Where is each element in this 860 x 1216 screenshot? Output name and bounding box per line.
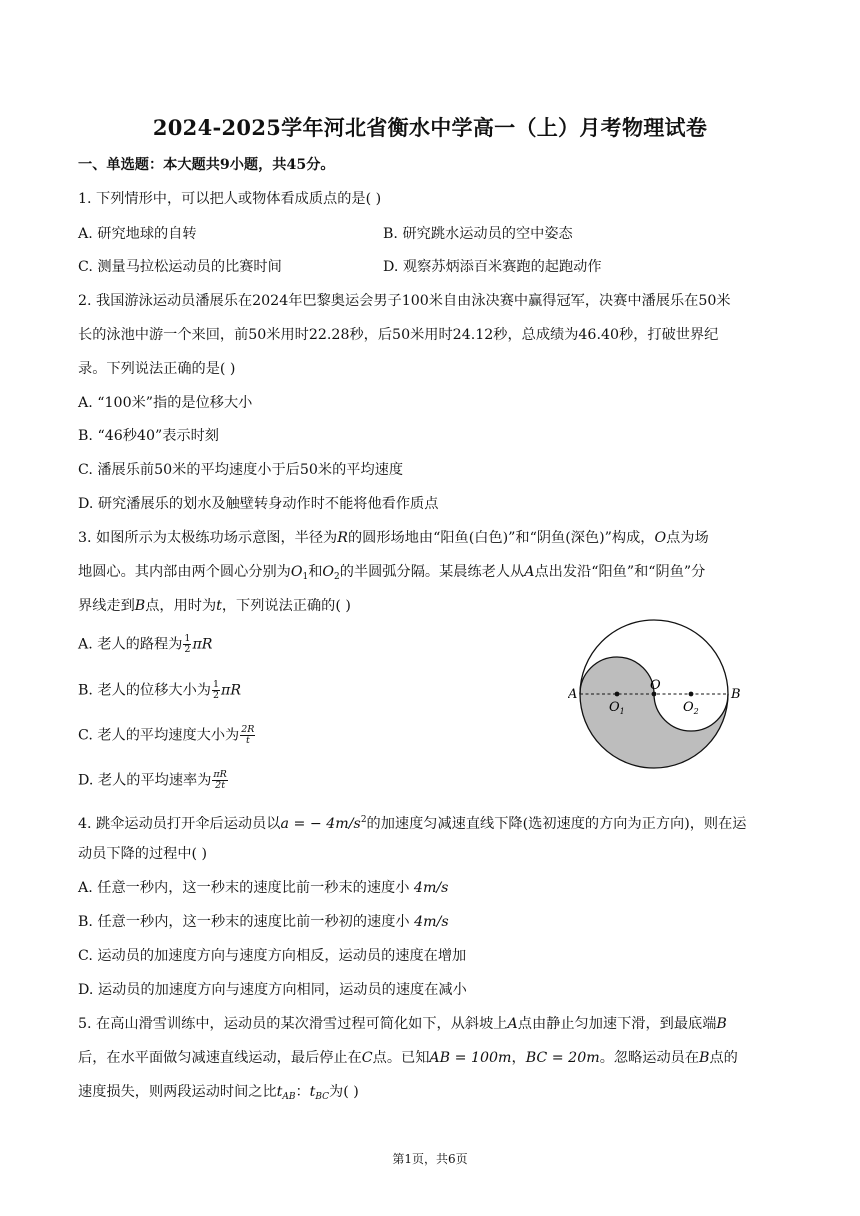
q4-option-b-text: B. 任意一秒内，这一秒末的速度比前一秒初的速度小 bbox=[78, 914, 410, 930]
math-pi-r: πR bbox=[221, 682, 242, 699]
q2-option-a: A. “100米”指的是位移大小 bbox=[78, 395, 253, 411]
q3-var-o2: O bbox=[322, 564, 335, 580]
question-2-line3: 录。下列说法正确的是( ) bbox=[78, 361, 236, 377]
q3-var-a: A bbox=[524, 564, 535, 580]
point-o2 bbox=[689, 692, 694, 697]
q3-text: 和 bbox=[308, 564, 323, 580]
question-1-options-row1 bbox=[78, 224, 784, 244]
q3-option-a-text: A. 老人的路程为 bbox=[78, 636, 183, 653]
point-o1 bbox=[615, 692, 620, 697]
q4-option-a-text: A. 任意一秒内，这一秒末的速度比前一秒末的速度小 bbox=[78, 880, 410, 896]
q5-text: 点由静止匀加速下滑，到最底端 bbox=[517, 1016, 717, 1032]
question-5-line2 bbox=[78, 1048, 784, 1068]
question-4-line1 bbox=[78, 810, 784, 834]
fraction-numerator: 1 bbox=[184, 633, 191, 644]
taiji-diagram bbox=[568, 618, 748, 774]
question-5-line3 bbox=[78, 1082, 784, 1107]
q3-option-c-text: C. 老人的平均速度大小为 bbox=[78, 727, 240, 744]
q3-sub: 2 bbox=[334, 572, 340, 582]
question-4-line2: 动员下降的过程中( ) bbox=[78, 846, 208, 862]
q5-math-bc: BC = 20m bbox=[525, 1050, 600, 1066]
label-o1-sub: 1 bbox=[619, 707, 625, 716]
q5-sub: AB bbox=[282, 1092, 296, 1102]
q3-var-o1: O bbox=[290, 564, 303, 580]
label-o: O bbox=[650, 678, 661, 693]
q4-math-accel: a = − 4m/s bbox=[280, 816, 361, 832]
q5-var-b: B bbox=[699, 1050, 710, 1066]
q2-option-b: B. “46秒40”表示时刻 bbox=[78, 428, 219, 444]
label-a: A bbox=[568, 687, 578, 702]
q3-text: ，下列说法正确的( ) bbox=[221, 598, 351, 614]
question-1-stem: 1. 下列情形中，可以把人或物体看成质点的是( ) bbox=[78, 191, 382, 207]
q5-text: ： bbox=[295, 1084, 310, 1100]
q5-var-c: C bbox=[361, 1050, 373, 1066]
yin-region bbox=[580, 657, 728, 768]
q3-option-d-text: D. 老人的平均速率为 bbox=[78, 772, 212, 789]
fraction bbox=[212, 680, 220, 701]
q3-text: 的半圆弧分隔。某晨练老人从 bbox=[339, 564, 525, 580]
page-footer: 第1页，共6页 bbox=[392, 1152, 468, 1166]
q4-option-b-math: 4m/s bbox=[414, 914, 449, 930]
fraction-denominator: t bbox=[245, 735, 250, 746]
q3-var-t: t bbox=[216, 598, 222, 614]
q3-text: 点出发沿“阳鱼”和“阴鱼”分 bbox=[534, 564, 706, 580]
q5-var-t: t bbox=[276, 1084, 283, 1100]
fraction bbox=[240, 725, 255, 746]
q5-text: 为( ) bbox=[329, 1084, 359, 1100]
fraction-numerator: 2R bbox=[241, 724, 255, 735]
q5-var-t: t bbox=[309, 1084, 316, 1100]
fraction-numerator: πR bbox=[213, 769, 227, 780]
question-1-options-row2 bbox=[78, 257, 784, 277]
section-heading: 一、单选题：本大题共9小题，共45分。 bbox=[78, 157, 335, 173]
fraction-denominator: 2 bbox=[184, 644, 191, 655]
q3-text: 点，用时为 bbox=[145, 598, 217, 614]
question-3-line1 bbox=[78, 528, 784, 548]
question-5-line1 bbox=[78, 1014, 784, 1034]
fraction bbox=[183, 634, 191, 655]
q2-option-d: D. 研究潘展乐的划水及触壁转身动作时不能将他看作质点 bbox=[78, 496, 439, 512]
math-pi-r: πR bbox=[192, 636, 213, 653]
question-2-line1: 2. 我国游泳运动员潘展乐在2024年巴黎奥运会男子100米自由泳决赛中赢得冠军，决赛中潘展乐在50米 bbox=[78, 293, 731, 309]
q5-math-ab: AB = 100m bbox=[429, 1050, 512, 1066]
q1-option-d: D. 观察苏炳添百米赛跑的起跑动作 bbox=[383, 259, 602, 275]
q3-text: 点为场 bbox=[666, 530, 709, 546]
label-b: B bbox=[731, 687, 741, 702]
q5-sub: BC bbox=[315, 1092, 330, 1102]
q5-text: 速度损失，则两段运动时间之比 bbox=[78, 1084, 277, 1100]
q5-text: 点的 bbox=[709, 1050, 738, 1066]
fraction bbox=[212, 770, 227, 791]
label-o2 bbox=[683, 700, 699, 716]
q3-text: 地圆心。其内部由两个圆心分别为 bbox=[78, 564, 291, 580]
q3-text: 3. 如图所示为太极练功场示意图，半径为 bbox=[78, 530, 338, 546]
q2-option-c: C. 潘展乐前50米的平均速度小于后50米的平均速度 bbox=[78, 462, 404, 478]
q4-option-a-math: 4m/s bbox=[413, 880, 449, 896]
q5-text: 后，在水平面做匀减速直线运动，最后停止在 bbox=[78, 1050, 362, 1066]
q3-sub: 1 bbox=[302, 572, 309, 582]
q3-option-b-text: B. 老人的位移大小为 bbox=[78, 682, 211, 699]
q4-option-b bbox=[78, 912, 784, 932]
q3-var-b: B bbox=[134, 598, 146, 614]
q4-text: 的加速度匀减速直线下降(选初速度的方向为正方向)，则在运 bbox=[366, 816, 747, 832]
q5-text: 点。已知 bbox=[372, 1050, 430, 1066]
q4-option-d: D. 运动员的加速度方向与速度方向相同，运动员的速度在减小 bbox=[78, 982, 467, 998]
q5-var-b: B bbox=[716, 1016, 727, 1032]
q3-var-o: O bbox=[654, 530, 667, 546]
q5-text: ， bbox=[511, 1050, 526, 1066]
q4-option-a bbox=[78, 878, 784, 898]
q4-sup: 2 bbox=[360, 815, 367, 825]
q4-option-c: C. 运动员的加速度方向与速度方向相反，运动员的速度在增加 bbox=[78, 948, 467, 964]
page-title: 2024-2025学年河北省衡水中学高一（上）月考物理试卷 bbox=[152, 115, 708, 140]
q3-var-r: R bbox=[337, 530, 348, 546]
q4-text: 4. 跳伞运动员打开伞后运动员以 bbox=[78, 816, 281, 832]
q3-text: 的圆形场地由“阳鱼(白色)”和“阴鱼(深色)”构成， bbox=[347, 530, 655, 546]
q1-option-a: A. 研究地球的自转 bbox=[78, 226, 197, 242]
fraction-denominator: 2 bbox=[212, 690, 219, 701]
fraction-numerator: 1 bbox=[212, 679, 219, 690]
question-2-line2: 长的泳池中游一个来回，前50米用时22.28秒，后50米用时24.12秒，总成绩为46.40秒，打破世界纪 bbox=[78, 327, 719, 343]
fraction-denominator: 2t bbox=[215, 780, 226, 791]
q1-option-b: B. 研究跳水运动员的空中姿态 bbox=[383, 226, 573, 242]
q5-text: 5. 在高山滑雪训练中，运动员的某次滑雪过程可简化如下，从斜坡上 bbox=[78, 1016, 508, 1032]
q3-text: 界线走到 bbox=[78, 598, 135, 614]
q5-var-a: A bbox=[507, 1016, 518, 1032]
label-o2-sub: 2 bbox=[693, 707, 699, 716]
q5-text: 。忽略运动员在 bbox=[599, 1050, 700, 1066]
question-3-line2 bbox=[78, 562, 784, 587]
label-o2-main: O bbox=[683, 700, 694, 715]
label-o1-main: O bbox=[609, 700, 620, 715]
question-3-line3 bbox=[78, 596, 784, 616]
q1-option-c: C. 测量马拉松运动员的比赛时间 bbox=[78, 259, 282, 275]
